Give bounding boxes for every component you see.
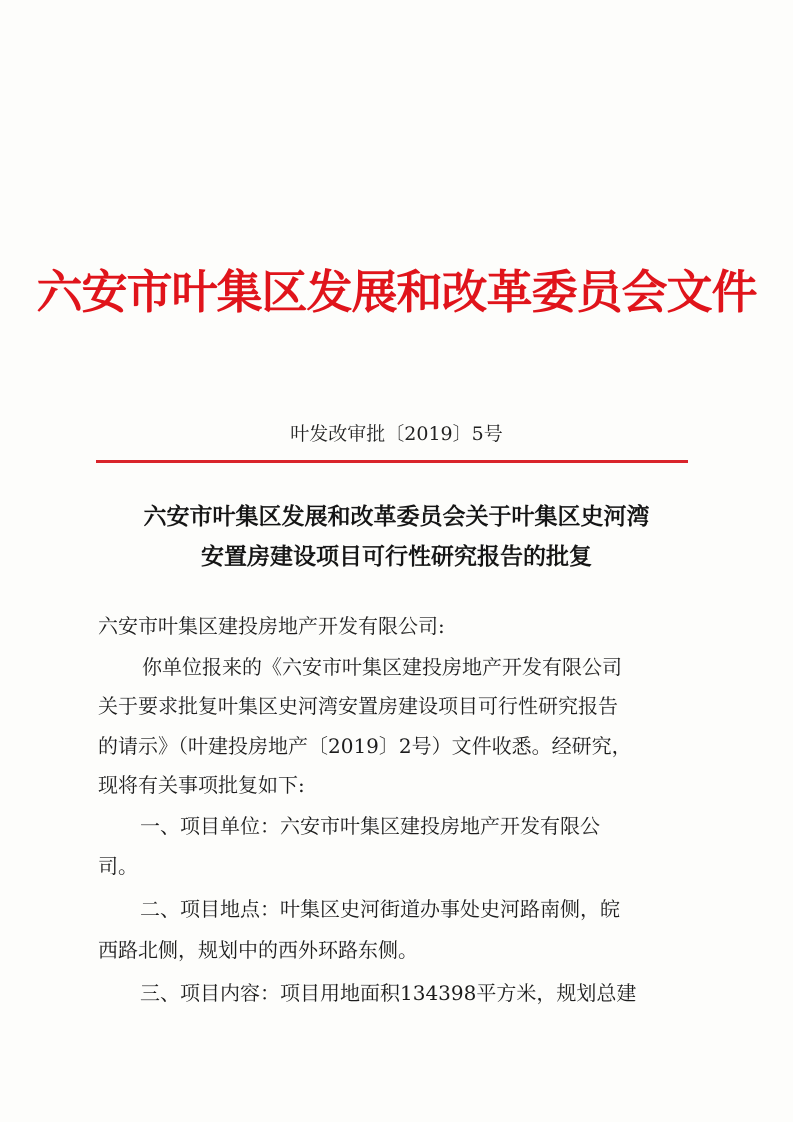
paragraph-1-line-2: 关于要求批复叶集区史河湾安置房建设项目可行性研究报告	[98, 694, 618, 718]
item-3-line-1: 三、项目内容：项目用地面积134398平方米，规划总建	[140, 981, 637, 1005]
item-2-line-1: 二、项目地点：叶集区史河街道办事处史河路南侧，皖	[140, 897, 620, 921]
subject-line-2: 安置房建设项目可行性研究报告的批复	[201, 544, 592, 570]
red-divider-line	[96, 460, 688, 463]
subject-line-1: 六安市叶集区发展和改革委员会关于叶集区史河湾	[143, 504, 650, 530]
document-subject	[0, 497, 793, 577]
item-1-line-2: 司。	[98, 854, 138, 878]
item-2-line-2: 西路北侧，规划中的西外环路东侧。	[98, 938, 418, 962]
document-header-title: 六安市叶集区发展和改革委员会文件	[36, 265, 757, 319]
salutation: 六安市叶集区建投房地产开发有限公司:	[98, 614, 445, 638]
document-number: 叶发改审批〔2019〕5号	[290, 423, 503, 445]
paragraph-1-line-1: 你单位报来的《六安市叶集区建投房地产开发有限公司	[142, 655, 622, 679]
item-1-line-1: 一、项目单位：六安市叶集区建投房地产开发有限公	[140, 814, 600, 838]
paragraph-1-line-3: 的请示》（叶建投房地产〔2019〕2号）文件收悉。经研究，	[98, 734, 632, 758]
paragraph-1-line-4: 现将有关事项批复如下:	[98, 773, 305, 797]
